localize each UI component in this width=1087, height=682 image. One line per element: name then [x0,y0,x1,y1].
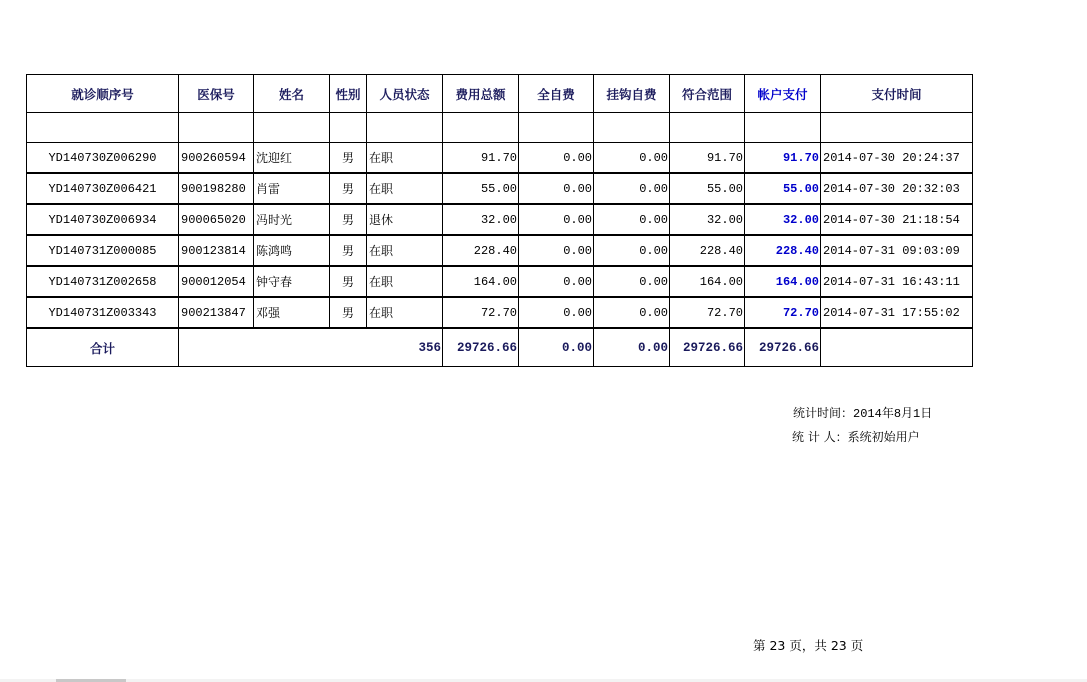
cell-account-pay: 91.70 [745,143,821,174]
cell-account-pay: 228.40 [745,235,821,266]
totals-count: 356 [179,328,443,367]
cell-linked-self-pay: 0.00 [594,173,670,204]
table-row [27,266,973,297]
totals-self-pay: 0.00 [519,328,594,367]
cell-seq: YD140730Z006290 [27,143,179,174]
cell-self-pay: 0.00 [519,266,594,297]
cell-total: 32.00 [443,204,519,235]
cell-pay-time: 2014-07-30 21:18:54 [821,204,973,235]
stat-person [792,428,920,445]
cell-pay-time: 2014-07-30 20:32:03 [821,173,973,204]
cell-insurance-no: 900012054 [179,266,254,297]
col-header-gender: 性别 [330,75,367,113]
cell-seq: YD140731Z003343 [27,297,179,328]
cell-linked-self-pay: 0.00 [594,266,670,297]
cell-status: 在职 [367,297,443,328]
cell-gender: 男 [330,173,367,204]
table-row [27,235,973,266]
col-header-seq: 就诊顺序号 [27,75,179,113]
totals-pay-time [821,328,973,367]
cell-status: 在职 [367,235,443,266]
col-header-insurance-no: 医保号 [179,75,254,113]
stat-time [793,404,932,421]
cell-insurance-no: 900260594 [179,143,254,174]
col-header-linked-self-pay: 挂钩自费 [594,75,670,113]
totals-label: 合计 [27,328,179,367]
cell-name: 邓强 [254,297,330,328]
cell-name: 冯时光 [254,204,330,235]
cell-seq: YD140731Z002658 [27,266,179,297]
cell-gender: 男 [330,143,367,174]
cell-name: 陈鸿鸣 [254,235,330,266]
cell-gender: 男 [330,204,367,235]
cell-in-scope: 32.00 [670,204,745,235]
blank-row [27,113,973,143]
cell-insurance-no: 900213847 [179,297,254,328]
cell-self-pay: 0.00 [519,204,594,235]
cell-status: 退休 [367,204,443,235]
cell-seq: YD140730Z006421 [27,173,179,204]
cell-in-scope: 164.00 [670,266,745,297]
cell-name: 钟守春 [254,266,330,297]
cell-seq: YD140730Z006934 [27,204,179,235]
cell-account-pay: 72.70 [745,297,821,328]
cell-linked-self-pay: 0.00 [594,297,670,328]
cell-linked-self-pay: 0.00 [594,143,670,174]
cell-total: 72.70 [443,297,519,328]
page-indicator: 第 23 页，共 23 页 [753,638,864,653]
table-row [27,297,973,328]
cell-in-scope: 228.40 [670,235,745,266]
col-header-status: 人员状态 [367,75,443,113]
col-header-pay-time: 支付时间 [821,75,973,113]
report-table [26,74,973,367]
cell-insurance-no: 900065020 [179,204,254,235]
cell-self-pay: 0.00 [519,173,594,204]
cell-gender: 男 [330,297,367,328]
cell-insurance-no: 900198280 [179,173,254,204]
col-header-self-pay: 全自费 [519,75,594,113]
col-header-name: 姓名 [254,75,330,113]
cell-self-pay: 0.00 [519,235,594,266]
table-row [27,143,973,174]
cell-total: 91.70 [443,143,519,174]
cell-name: 沈迎红 [254,143,330,174]
cell-status: 在职 [367,173,443,204]
cell-pay-time: 2014-07-31 09:03:09 [821,235,973,266]
cell-total: 228.40 [443,235,519,266]
cell-total: 55.00 [443,173,519,204]
cell-in-scope: 72.70 [670,297,745,328]
cell-gender: 男 [330,235,367,266]
cell-status: 在职 [367,143,443,174]
cell-in-scope: 91.70 [670,143,745,174]
cell-pay-time: 2014-07-31 16:43:11 [821,266,973,297]
cell-seq: YD140731Z000085 [27,235,179,266]
cell-linked-self-pay: 0.00 [594,235,670,266]
header-row [27,75,973,113]
stat-time-value: 2014年8月1日 [853,407,933,421]
cell-pay-time: 2014-07-30 20:24:37 [821,143,973,174]
cell-total: 164.00 [443,266,519,297]
table-row [27,204,973,235]
totals-row [27,328,973,367]
totals-account-pay: 29726.66 [745,328,821,367]
cell-in-scope: 55.00 [670,173,745,204]
table-row [27,173,973,204]
col-header-total: 费用总额 [443,75,519,113]
totals-linked-self-pay: 0.00 [594,328,670,367]
cell-gender: 男 [330,266,367,297]
cell-account-pay: 32.00 [745,204,821,235]
cell-insurance-no: 900123814 [179,235,254,266]
col-header-in-scope: 符合范围 [670,75,745,113]
stat-time-label: 统计时间： [793,406,854,420]
cell-name: 肖雷 [254,173,330,204]
cell-account-pay: 164.00 [745,266,821,297]
cell-self-pay: 0.00 [519,143,594,174]
col-header-account-pay: 帐户支付 [745,75,821,113]
cell-pay-time: 2014-07-31 17:55:02 [821,297,973,328]
totals-in-scope: 29726.66 [670,328,745,367]
cell-status: 在职 [367,266,443,297]
totals-total: 29726.66 [443,328,519,367]
cell-account-pay: 55.00 [745,173,821,204]
stat-person-label: 统 计 人： [792,430,848,444]
stat-person-value: 系统初始用户 [847,430,920,444]
cell-linked-self-pay: 0.00 [594,204,670,235]
cell-self-pay: 0.00 [519,297,594,328]
